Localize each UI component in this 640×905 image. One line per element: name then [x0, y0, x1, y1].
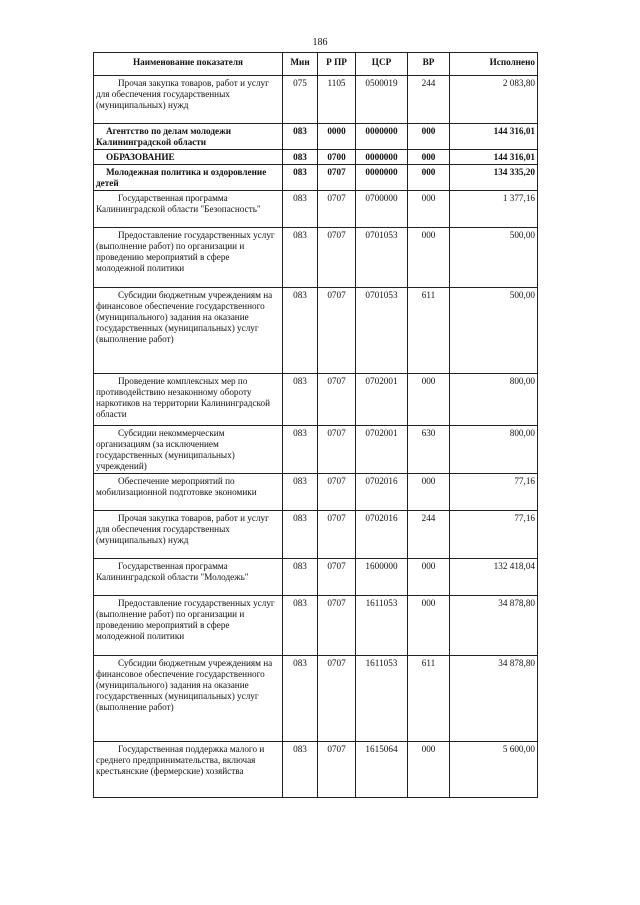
cell-exec: 800,00	[450, 374, 538, 426]
cell-min: 083	[283, 288, 318, 374]
cell-vr: 000	[408, 596, 450, 656]
header-name: Наименование показателя	[94, 53, 283, 76]
cell-min: 083	[283, 656, 318, 742]
cell-csr: 0702001	[356, 426, 408, 474]
cell-min: 083	[283, 124, 318, 150]
cell-exec: 134 335,20	[450, 165, 538, 191]
table-header-row	[94, 53, 538, 76]
cell-csr: 0701053	[356, 288, 408, 374]
cell-rpr: 0000	[318, 124, 356, 150]
cell-name	[94, 165, 283, 191]
cell-rpr: 0707	[318, 191, 356, 228]
cell-vr: 000	[408, 150, 450, 165]
cell-name	[94, 511, 283, 559]
cell-name-text: ОБРАЗОВАНИЕ	[106, 152, 175, 162]
cell-min: 083	[283, 165, 318, 191]
cell-exec: 34 878,80	[450, 656, 538, 742]
cell-rpr: 0707	[318, 559, 356, 596]
cell-csr: 1611053	[356, 656, 408, 742]
table-row	[94, 374, 538, 426]
cell-name	[94, 374, 283, 426]
cell-name	[94, 656, 283, 742]
cell-exec: 2 083,80	[450, 76, 538, 124]
cell-exec: 34 878,80	[450, 596, 538, 656]
cell-exec: 800,00	[450, 426, 538, 474]
cell-rpr: 0707	[318, 474, 356, 511]
cell-vr: 611	[408, 288, 450, 374]
cell-vr: 000	[408, 191, 450, 228]
cell-min: 075	[283, 76, 318, 124]
cell-csr: 0500019	[356, 76, 408, 124]
page-number: 186	[312, 37, 328, 48]
cell-csr: 0000000	[356, 150, 408, 165]
cell-rpr: 1105	[318, 76, 356, 124]
cell-name-text: Государственная программа Калининградской области "Молодежь"	[96, 561, 249, 582]
table-row	[94, 150, 538, 165]
cell-name	[94, 228, 283, 288]
cell-vr: 630	[408, 426, 450, 474]
table-row	[94, 288, 538, 374]
cell-vr: 000	[408, 742, 450, 798]
budget-execution-table	[93, 52, 538, 798]
cell-exec: 77,16	[450, 511, 538, 559]
table-row	[94, 656, 538, 742]
cell-vr: 244	[408, 76, 450, 124]
cell-min: 083	[283, 511, 318, 559]
cell-rpr: 0707	[318, 596, 356, 656]
cell-exec: 132 418,04	[450, 559, 538, 596]
table-row	[94, 191, 538, 228]
cell-name	[94, 150, 283, 165]
cell-vr: 000	[408, 374, 450, 426]
cell-min: 083	[283, 191, 318, 228]
cell-min: 083	[283, 426, 318, 474]
cell-exec: 500,00	[450, 228, 538, 288]
cell-csr: 0701053	[356, 228, 408, 288]
table-row	[94, 559, 538, 596]
cell-rpr: 0707	[318, 511, 356, 559]
cell-name-text: Прочая закупка товаров, работ и услуг для обеспечения государственных (муниципальных) нужд	[96, 513, 269, 545]
cell-name-text: Предоставление государственных услуг (выполнение работ) по организации и проведению мероприятий в сфере молодежной политики	[96, 598, 275, 641]
cell-csr: 0702016	[356, 474, 408, 511]
cell-csr: 0702016	[356, 511, 408, 559]
cell-exec: 500,00	[450, 288, 538, 374]
table-row	[94, 474, 538, 511]
cell-name	[94, 742, 283, 798]
cell-exec: 1 377,16	[450, 191, 538, 228]
cell-name	[94, 191, 283, 228]
cell-name	[94, 474, 283, 511]
header-csr: ЦСР	[356, 53, 408, 76]
cell-rpr: 0707	[318, 742, 356, 798]
cell-vr: 244	[408, 511, 450, 559]
table-row	[94, 596, 538, 656]
cell-exec: 144 316,01	[450, 124, 538, 150]
cell-name-text: Проведение комплексных мер по противодействию незаконному обороту наркотиков на территории Калининградской области	[96, 376, 271, 419]
cell-name	[94, 76, 283, 124]
table-row	[94, 76, 538, 124]
cell-name	[94, 288, 283, 374]
cell-name	[94, 596, 283, 656]
cell-vr: 000	[408, 124, 450, 150]
header-vr: ВР	[408, 53, 450, 76]
cell-name-text: Государственная программа Калининградской области "Безопасность"	[96, 193, 261, 214]
cell-rpr: 0707	[318, 228, 356, 288]
cell-min: 083	[283, 596, 318, 656]
cell-min: 083	[283, 374, 318, 426]
cell-vr: 000	[408, 165, 450, 191]
cell-exec: 77,16	[450, 474, 538, 511]
table-body	[94, 76, 538, 798]
cell-name-text: Предоставление государственных услуг (выполнение работ) по организации и проведению мероприятий в сфере молодежной политики	[96, 230, 275, 273]
cell-vr: 000	[408, 559, 450, 596]
cell-name-text: Субсидии бюджетным учреждениям на финансовое обеспечение государственного (муниципального) задания на оказание государственных (муниципальных) услуг (выполнение работ)	[96, 290, 273, 344]
cell-vr: 000	[408, 474, 450, 511]
cell-vr: 000	[408, 228, 450, 288]
header-rpr: Р ПР	[318, 53, 356, 76]
cell-min: 083	[283, 228, 318, 288]
cell-csr: 0000000	[356, 165, 408, 191]
header-min: Мин	[283, 53, 318, 76]
cell-min: 083	[283, 474, 318, 511]
cell-csr: 1615064	[356, 742, 408, 798]
cell-name-text: Молодежная политика и оздоровление детей	[96, 167, 267, 188]
cell-csr: 0700000	[356, 191, 408, 228]
cell-name-text: Субсидии некоммерческим организациям (за исключением государственных (муниципальных) учреждений)	[96, 428, 235, 471]
cell-rpr: 0707	[318, 374, 356, 426]
cell-rpr: 0707	[318, 656, 356, 742]
cell-exec: 5 600,00	[450, 742, 538, 798]
cell-name-text: Субсидии бюджетным учреждениям на финансовое обеспечение государственного (муниципального) задания на оказание государственных (муниципальных) услуг (выполнение работ)	[96, 658, 273, 712]
cell-csr: 1600000	[356, 559, 408, 596]
cell-name	[94, 426, 283, 474]
table-row	[94, 511, 538, 559]
cell-name-text: Обеспечение мероприятий по мобилизационной подготовке экономики	[96, 476, 257, 497]
header-exec: Исполнено	[450, 53, 538, 76]
cell-min: 083	[283, 559, 318, 596]
cell-name-text: Агентство по делам молодежи Калининградской области	[96, 126, 232, 147]
cell-rpr: 0700	[318, 150, 356, 165]
table-row	[94, 124, 538, 150]
cell-csr: 1611053	[356, 596, 408, 656]
cell-min: 083	[283, 150, 318, 165]
cell-exec: 144 316,01	[450, 150, 538, 165]
cell-name	[94, 124, 283, 150]
cell-name-text: Прочая закупка товаров, работ и услуг для обеспечения государственных (муниципальных) нужд	[96, 78, 269, 110]
cell-rpr: 0707	[318, 426, 356, 474]
cell-csr: 0000000	[356, 124, 408, 150]
cell-name	[94, 559, 283, 596]
cell-vr: 611	[408, 656, 450, 742]
table-row	[94, 742, 538, 798]
table-row	[94, 228, 538, 288]
table-row	[94, 165, 538, 191]
cell-csr: 0702001	[356, 374, 408, 426]
cell-rpr: 0707	[318, 288, 356, 374]
cell-rpr: 0707	[318, 165, 356, 191]
table-row	[94, 426, 538, 474]
cell-min: 083	[283, 742, 318, 798]
cell-name-text: Государственная поддержка малого и среднего предпринимательства, включая крестьянские (фермерские) хозяйства	[96, 744, 265, 776]
